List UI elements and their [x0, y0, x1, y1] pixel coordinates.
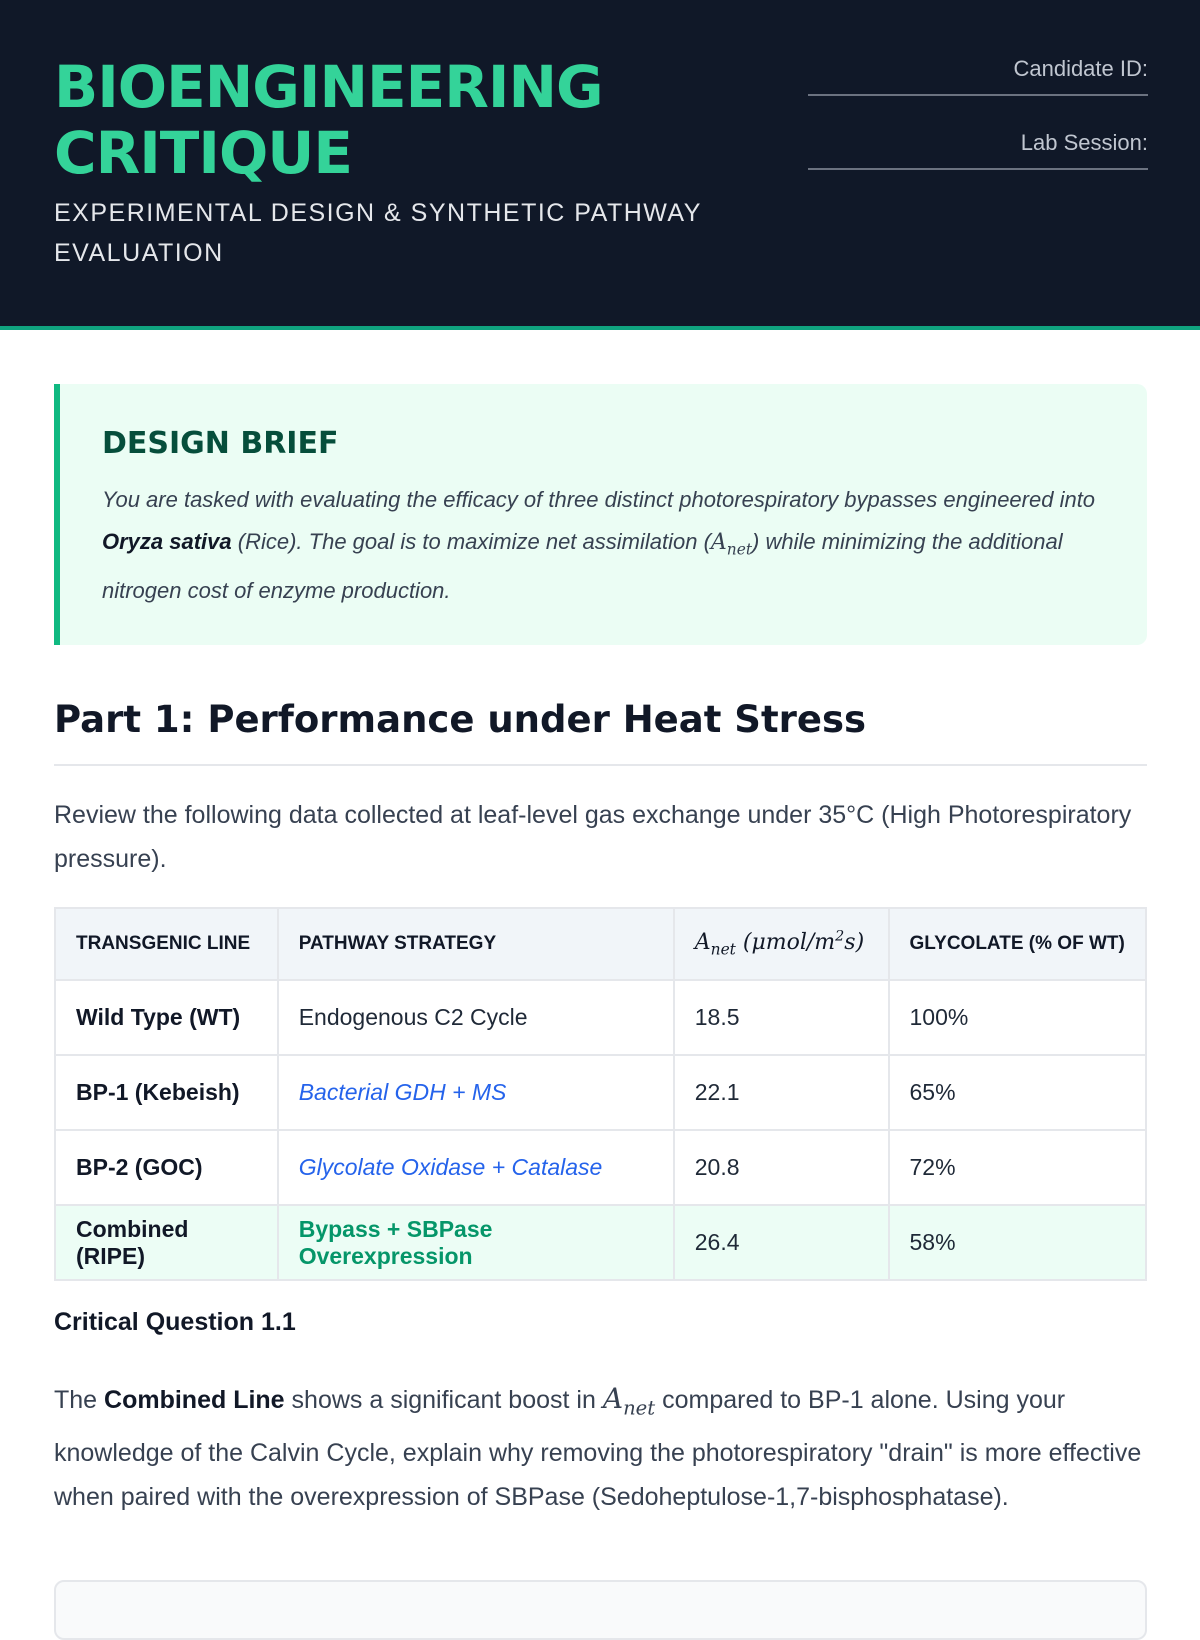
- table-row: [55, 1130, 1146, 1205]
- anet-cell: 22.1: [674, 1055, 889, 1130]
- anet-cell: 20.8: [674, 1130, 889, 1205]
- glycolate-cell: 100%: [889, 980, 1147, 1055]
- line-cell: Wild Type (WT): [55, 980, 278, 1055]
- section-title: Part 1: Performance under Heat Stress: [54, 698, 867, 741]
- anet-symbol: $A_{net}$: [710, 530, 753, 559]
- lab-session-label: Lab Session:: [1020, 130, 1148, 155]
- line-cell: BP-2 (GOC): [55, 1130, 278, 1205]
- table-header-row: [55, 908, 1146, 980]
- line-cell: BP-1 (Kebeish): [55, 1055, 278, 1130]
- page-subtitle: EXPERIMENTAL DESIGN & SYNTHETIC PATHWAY EVALUATION: [54, 199, 702, 267]
- page-header: [0, 0, 1200, 330]
- table-row: [55, 1055, 1146, 1130]
- performance-table: [54, 907, 1147, 1281]
- strategy-cell: Glycolate Oxidase + Catalase: [278, 1130, 674, 1205]
- question-title: Critical Question 1.1: [54, 1308, 296, 1336]
- glycolate-cell: 72%: [889, 1130, 1147, 1205]
- candidate-fields: [808, 52, 1148, 200]
- organism-name: Oryza sativa: [102, 529, 232, 554]
- col-anet: $A_{net}$ $(\mu mol/m^2s)$: [674, 908, 889, 980]
- col-pathway-strategy: PATHWAY STRATEGY: [278, 908, 674, 980]
- table-row: [55, 980, 1146, 1055]
- page-title: BIOENGINEERING CRITIQUE: [54, 53, 603, 187]
- lab-session-field[interactable]: [808, 160, 1148, 170]
- strategy-cell: Bypass + SBPase Overexpression: [278, 1205, 674, 1280]
- col-glycolate: GLYCOLATE (% OF WT): [889, 908, 1147, 980]
- strategy-cell: Endogenous C2 Cycle: [278, 980, 674, 1055]
- strategy-cell: Bacterial GDH + MS: [278, 1055, 674, 1130]
- anet-cell: 18.5: [674, 980, 889, 1055]
- table-row-highlighted: [55, 1205, 1146, 1280]
- line-cell: Combined (RIPE): [55, 1205, 278, 1280]
- section-intro: Review the following data collected at leaf-level gas exchange under 35°C (High Photorespiratory pressure).: [54, 801, 1132, 873]
- candidate-id-field[interactable]: [808, 86, 1148, 96]
- col-transgenic-line: TRANSGENIC LINE: [55, 908, 278, 980]
- glycolate-cell: 65%: [889, 1055, 1147, 1130]
- anet-cell: 26.4: [674, 1205, 889, 1280]
- question-text: The Combined Line shows a significant boost in $A_{net}$ compared to BP-1 alone. Using your knowledge of the Calvin Cycle, explain why removing the photorespiratory "drain" is more effective when paired with the overexpression of SBPase (Sedoheptulose-1,7-bisphosphatase).: [54, 1382, 1142, 1511]
- candidate-id-label: Candidate ID:: [1013, 56, 1148, 81]
- design-brief-text: You are tasked with evaluating the efficacy of three distinct photorespiratory bypasses engineered into Oryza sativa (Rice). The goal is to maximize net assimilation $(A_{net})$ while minimizing the additional nitrogen cost of enzyme production.: [102, 487, 1096, 604]
- design-brief-title: DESIGN BRIEF: [102, 426, 339, 461]
- glycolate-cell: 58%: [889, 1205, 1147, 1280]
- question-emphasis: Combined Line: [104, 1386, 285, 1414]
- design-brief: [54, 384, 1147, 645]
- section-divider: [54, 764, 1147, 766]
- answer-box[interactable]: [54, 1580, 1147, 1640]
- anet-symbol: $A_{net}$: [602, 1382, 656, 1420]
